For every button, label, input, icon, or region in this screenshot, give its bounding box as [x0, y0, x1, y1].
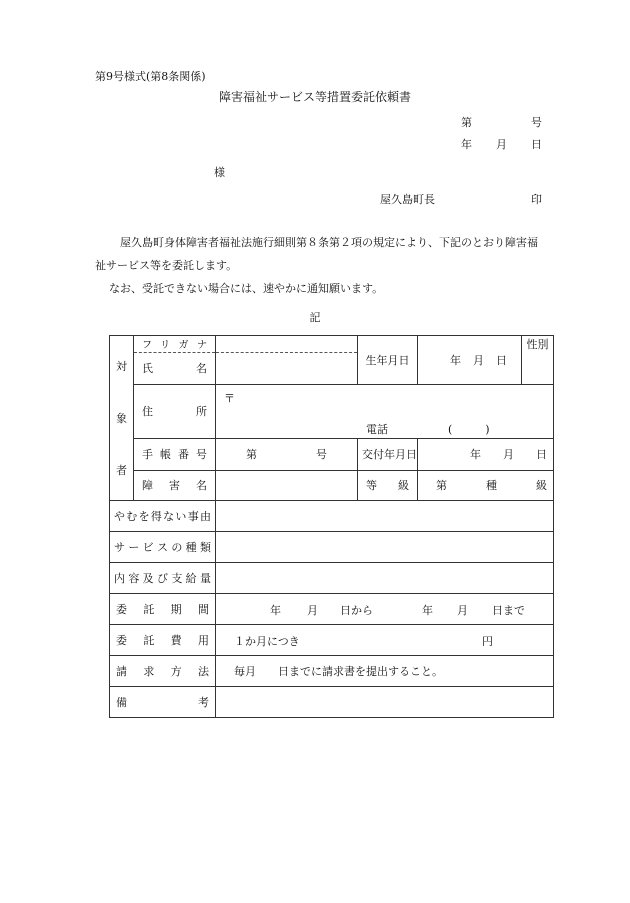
- postal-mark: 〒: [224, 391, 235, 405]
- phone-paren: ( ): [448, 422, 490, 436]
- row-billing: [110, 655, 554, 686]
- cost-field[interactable]: １か月につき 円: [216, 624, 554, 655]
- row-period: [110, 593, 554, 624]
- type-field[interactable]: 第 種 級: [418, 470, 554, 500]
- date-year: 年: [461, 138, 472, 151]
- subject-char-2: 象: [116, 411, 127, 425]
- birth-date-field[interactable]: 年 月 日: [418, 336, 522, 385]
- name-field[interactable]: [216, 352, 358, 384]
- doc-no-prefix: 第: [461, 116, 472, 129]
- service-type-field[interactable]: [216, 531, 554, 562]
- sex-field[interactable]: [522, 352, 554, 384]
- row-content: [110, 562, 554, 593]
- content-label: 内容及び支給量: [110, 562, 216, 593]
- row-furigana: [110, 336, 554, 353]
- row-handbook: [110, 438, 554, 470]
- address-field[interactable]: [216, 384, 554, 438]
- remarks-label: 備考: [110, 686, 216, 717]
- page-title: 障害福祉サービス等措置委託依頼書: [218, 90, 411, 104]
- reason-field[interactable]: [216, 500, 554, 531]
- service-type-label: サービスの種類: [110, 531, 216, 562]
- disability-label: 障 害 名: [134, 470, 216, 500]
- phone-label: 電話: [366, 422, 388, 436]
- reason-label: やむを得ない事由: [110, 500, 216, 531]
- handbook-field[interactable]: 第 号: [216, 438, 358, 470]
- furigana-label: フリガナ: [134, 336, 216, 353]
- addressee-suffix: 様: [214, 166, 225, 179]
- address-label: 住 所: [134, 384, 216, 438]
- doc-no-suffix: 号: [531, 116, 542, 129]
- row-cost: [110, 624, 554, 655]
- name-label: 氏 名: [134, 352, 216, 384]
- birth-date-label: 生年月日: [358, 336, 418, 385]
- form-number: 第9号様式(第8条関係): [95, 70, 206, 83]
- issuer: 屋久島町長: [380, 193, 435, 206]
- date-day: 日: [531, 138, 542, 151]
- issue-date-field[interactable]: 年 月 日: [418, 438, 554, 470]
- row-service-type: [110, 531, 554, 562]
- subject-char-1: 対: [116, 359, 127, 373]
- subject-label-cell: [110, 336, 134, 501]
- form-table: [109, 335, 554, 718]
- period-label: 委託期間: [110, 593, 216, 624]
- subject-char-3: 者: [116, 463, 127, 477]
- ki-heading: 記: [309, 311, 321, 324]
- sex-label: 性別: [522, 336, 554, 353]
- grade-field[interactable]: 等 級: [358, 470, 418, 500]
- body-line-1: 屋久島町身体障害者福祉法施行細則第８条第２項の規定により、下記のとおり障害福: [120, 236, 538, 249]
- billing-field[interactable]: 毎月 日までに請求書を提出すること。: [216, 655, 554, 686]
- date-month: 月: [496, 138, 507, 151]
- body-text: [95, 231, 557, 300]
- content-field[interactable]: [216, 562, 554, 593]
- body-line-2: 祉サービス等を委託します。: [95, 259, 238, 272]
- body-line-3: なお、受託できない場合には、速やかに通知願います。: [109, 282, 384, 295]
- period-field[interactable]: 年 月 日から 年 月 日まで: [216, 593, 554, 624]
- row-remarks: [110, 686, 554, 717]
- row-reason: [110, 500, 554, 531]
- remarks-field[interactable]: [216, 686, 554, 717]
- billing-label: 請求方法: [110, 655, 216, 686]
- seal: 印: [531, 193, 542, 206]
- row-disability: [110, 470, 554, 500]
- issue-date-label: 交付年月日: [358, 438, 418, 470]
- handbook-label: 手帳番号: [134, 438, 216, 470]
- row-address: [110, 384, 554, 438]
- furigana-field[interactable]: [216, 336, 358, 353]
- disability-field[interactable]: [216, 470, 358, 500]
- cost-label: 委託費用: [110, 624, 216, 655]
